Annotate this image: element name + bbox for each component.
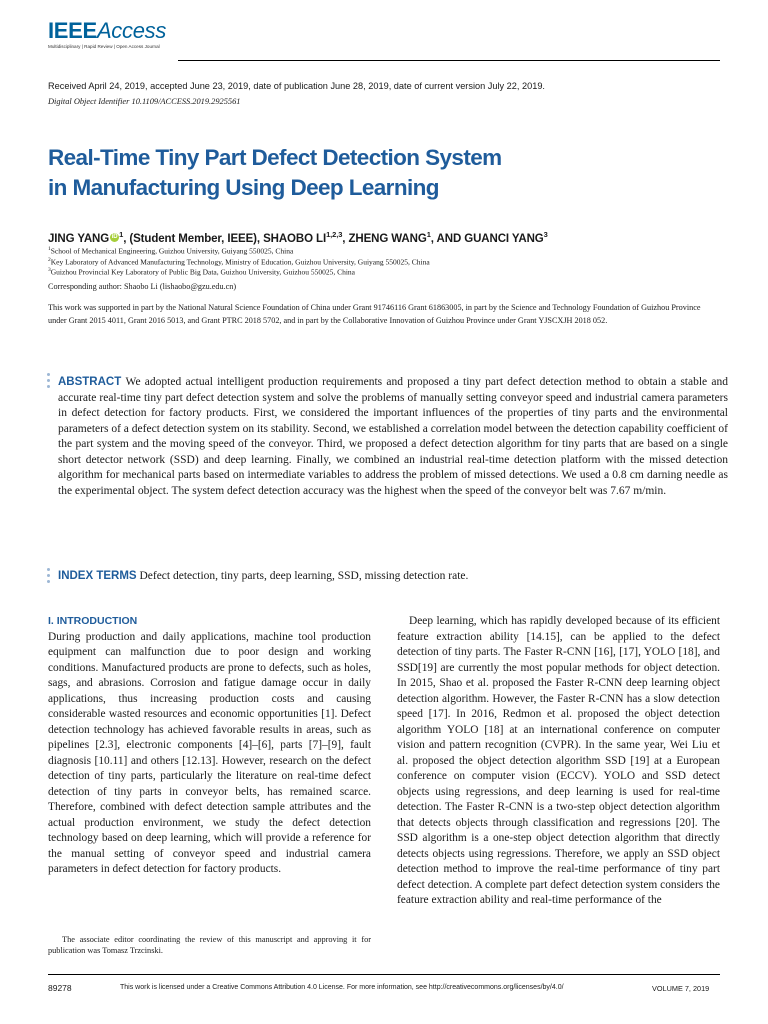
index-terms-text: Defect detection, tiny parts, deep learning, SSD, missing detection rate. bbox=[139, 570, 469, 582]
column-right bbox=[397, 614, 720, 909]
author-3: , ZHENG WANG bbox=[342, 232, 427, 245]
affiliation-1-sup: 1 bbox=[48, 246, 51, 252]
logo-access: Access bbox=[96, 18, 167, 43]
page-number: 89278 bbox=[48, 983, 72, 993]
abstract-heading: ABSTRACT bbox=[58, 376, 122, 388]
affiliation-2-text: Key Laboratory of Advanced Manufacturing Technology, Ministry of Education, Guizhou University, Guiyang 550025, China bbox=[50, 257, 430, 267]
editor-footnote: The associate editor coordinating the review of this manuscript and approving it for publication was Tomasz Trzcinski. bbox=[48, 935, 371, 955]
affiliation-3 bbox=[48, 267, 355, 277]
logo-ieee: IEEE bbox=[48, 18, 97, 43]
abstract-marker-dots bbox=[47, 373, 50, 391]
license-notice[interactable]: This work is licensed under a Creative Commons Attribution 4.0 License. For more information, see http://creativecommons.org/licenses/by/4.0/ bbox=[120, 984, 564, 991]
section-heading-introduction: I. INTRODUCTION bbox=[48, 615, 138, 627]
column-left bbox=[48, 614, 371, 878]
intro-paragraph-1: During production and daily applications, machine tool production equipment can malfunction due to poor design and working conditions. Manufactured products are prone to defects, such as holes, sags, and abrasions. Corrosion and fatigue damage occur in daily applications, thus increasing production costs and causing considerable wasted resources and economic opportunities [1]. Defect detection technology has achieved favorable results in areas, such as pipelines [2.3], electronic components [4]–[6], parts [7]–[9], fault diagnosis [10.11] and others [12.13]. However, research on the defect detection of tiny parts, particularly the literature on real-time defect detection of tiny parts in conveyor belts, has remained scarce. Therefore, combined with defect detection sample attributes and the actual production environment, we study the defect detection technology based on deep learning, which will provide a reference for the manual setting of conveyor speed and industrial camera parameters in defect detection for factory products. bbox=[48, 630, 371, 875]
affiliation-3-text: Guizhou Provincial Key Laboratory of Public Big Data, Guizhou University, Guizhou 550025, China bbox=[50, 267, 356, 277]
affiliation-1-text: School of Mechanical Engineering, Guizhou University, Guiyang 550025, China bbox=[50, 246, 294, 256]
corresponding-author: Corresponding author: Shaobo Li (lishaobo@gzu.edu.cn) bbox=[48, 282, 237, 291]
paper-title bbox=[48, 143, 688, 203]
received-dates: Received April 24, 2019, accepted June 23, 2019, date of publication June 28, 2019, date of current version July 22, 2019. bbox=[48, 81, 545, 91]
affiliation-3-sup: 3 bbox=[48, 267, 51, 273]
author-2-sup: 1,2,3 bbox=[326, 230, 343, 239]
orcid-icon[interactable]: iD bbox=[111, 233, 118, 240]
header-rule bbox=[178, 60, 720, 61]
author-3-sup: 1 bbox=[426, 230, 431, 239]
affiliation-1 bbox=[48, 246, 293, 256]
index-terms bbox=[58, 570, 728, 582]
author-4-sup: 3 bbox=[543, 230, 548, 239]
author-list bbox=[48, 230, 548, 245]
author-1-note: , (Student Member, IEEE), SHAOBO LI bbox=[123, 232, 327, 245]
abstract bbox=[58, 375, 728, 499]
journal-logo bbox=[48, 20, 166, 49]
doi[interactable]: Digital Object Identifier 10.1109/ACCESS.2019.2925561 bbox=[48, 97, 241, 106]
author-4: , AND GUANCI YANG bbox=[430, 232, 544, 245]
journal-tagline: Multidisciplinary | Rapid Review | Open Access Journal bbox=[48, 44, 160, 49]
footer-rule bbox=[48, 974, 720, 975]
funding-statement: This work was supported in part by the National Natural Science Foundation of China under Grant 91746116 Grant 61863005, in part by the Science and Technology Foundation of Guizhou Province under Grant 2015 4011, Grant 2016 5013, and Grant PTRC 2018 5702, and in part by the Collaborative Innovation of Guizhou Province under Grant YJSCXJH 2018 052. bbox=[48, 303, 701, 325]
author-1-sup: 1 bbox=[119, 230, 124, 239]
index-terms-heading: INDEX TERMS bbox=[58, 570, 137, 582]
index-marker-dots bbox=[47, 568, 50, 586]
author-1: JING YANG bbox=[48, 232, 110, 245]
affiliation-2-sup: 2 bbox=[48, 257, 51, 263]
abstract-text: We adopted actual intelligent production requirements and proposed a tiny part defect detection method to obtain a stable and accurate real-time tiny part defect detection system and solve the problems of manually setting conveyor speed and industrial camera parameters in defect detection for factory products. First, we considered the important influences of the properties of tiny parts and the environmental parameters of a defect detection system on its stability. Second, we established a correlation model between the detection capability coefficient of the part system and the moving speed of the conveyor. Third, we proposed a defect detection algorithm for tiny parts that are based on a single short detector network (SSD) and deep learning. Finally, we combined an industrial real-time detection platform with the missed detection algorithm for mechanical parts based on intermediate variables to address the problem of missed detections. We used a 0.8 cm darning needle as the experimental object. The system defect detection accuracy was the highest when the speed of the conveyor belt was 7.67 m/min. bbox=[58, 376, 729, 497]
volume-info: VOLUME 7, 2019 bbox=[652, 984, 710, 993]
intro-paragraph-2: Deep learning, which has rapidly developed because of its efficient feature extraction ability [14.15], can be applied to the defect detection of tiny parts. The Faster R-CNN [16], [17], YOLO [18], and SSD[19] are currently the most popular methods for object detection. In 2015, Shao et al. proposed the Faster R-CNN deep learning object detection algorithm. However, the Faster R-CNN has a slow detection speed [17]. In 2016, Redmon et al. proposed the object detection algorithm YOLO [18] at an international conference on computer vision and pattern recognition (CVPR). In the same year, Wei Liu et al. proposed the object detection algorithm SSD [19] at a European conference on computer vision (ECCV). YOLO and SSD detect objects using regressions, and deep learning is used for real-time detection. The Faster R-CNN is a two-step object detection algorithm that detects objects through classification and regressions [20]. The SSD algorithm is a one-step object detection algorithm that directly detects objects using regressions. Therefore, we apply an SSD object detection method to improve the real-time performance of tiny part defect detection. A complete part defect detection system considers the feature extraction ability and real-time performance of the bbox=[397, 615, 720, 906]
title-line-2: in Manufacturing Using Deep Learning bbox=[48, 175, 439, 200]
title-line-1: Real-Time Tiny Part Defect Detection System bbox=[48, 145, 502, 170]
affiliation-2 bbox=[48, 257, 430, 267]
